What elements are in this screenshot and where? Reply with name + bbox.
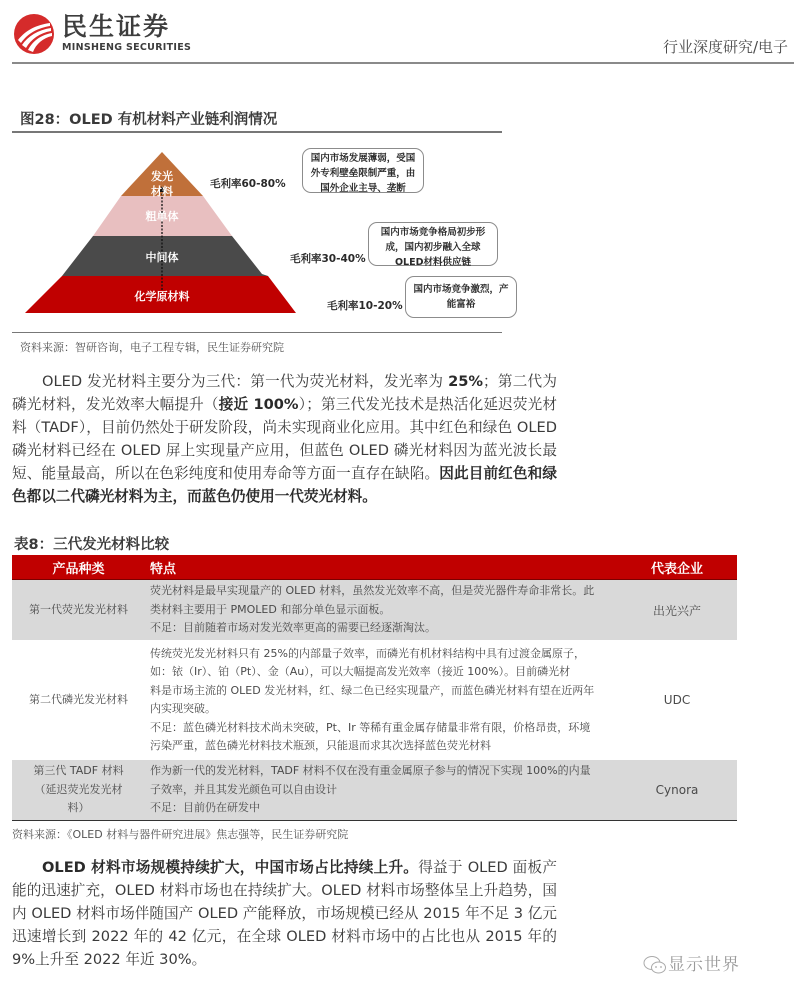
figure-bottom-rule	[12, 332, 502, 333]
callout-box-bottom: 国内市场竞争激烈，产 能富裕	[405, 276, 517, 318]
cell-company: 出光兴产	[617, 580, 737, 641]
cell-features: 荧光材料是最早实现量产的 OLED 材料，虽然发光效率不高，但是荧光器件寿命非常长。此 类材料主要用于 PMOLED 和部分单色显示面板。 不足：目前随着市场对发光效率更高的需要已经逐渐淘汰。	[145, 580, 617, 641]
brand-name-cn: 民生证券	[62, 12, 171, 41]
table-header-row	[12, 555, 737, 580]
paragraph-emitter-generations: OLED 发光材料主要分为三代：第一代为荧光材料，发光率为 25%；第二代为磷光材料，发光效率大幅提升（接近 100%）；第三代发光技术是热活化延迟荧光材料（TADF），目前仍然处于研发阶段，尚未实现商业化应用。其中红色和绿色 OLED 磷光材料已经在 OLED 屏上实现量产应用，但蓝色 OLED 磷光材料因为蓝光波长最短、能量最高，所以在色彩纯度和使用寿命等方面一直存在缺陷。因此目前红色和绿色都以二代磷光材料为主，而蓝色仍使用一代荧光材料。	[12, 373, 557, 505]
cell-company: Cynora	[617, 760, 737, 821]
cell-features: 作为新一代的发光材料，TADF 材料不仅在没有重金属原子参与的情况下实现 100%的内量 子效率，并且其发光颜色可以自由设计 不足：目前仍在研发中	[145, 760, 617, 821]
table-title: 表8：三代发光材料比较	[14, 537, 170, 553]
table-row	[12, 640, 737, 760]
header-kind: 产品种类	[12, 555, 145, 580]
table-row	[12, 580, 737, 641]
profit-pyramid-diagram	[0, 140, 520, 330]
header-features: 特点	[145, 555, 617, 580]
paragraph-market-size: OLED 材料市场规模持续扩大，中国市场占比持续上升。得益于 OLED 面板产能的迅速扩充，OLED 材料市场也在持续扩大。OLED 材料市场整体呈上升趋势，国内 OLED 材料市场伴随国产 OLED 产能释放，市场规模已经从 2015 年不足 3 亿元迅速增长到 2022 年的 42 亿元，在全球 OLED 材料市场中的占比也从 2015 年的 9%上升至 2022 年近 30%。	[12, 859, 558, 968]
margin-label-middle: 毛利率30-40%	[290, 253, 366, 265]
wechat-icon	[643, 955, 667, 975]
table-row	[12, 760, 737, 821]
layer-label-raw-chemical: 化学原材料	[134, 290, 190, 303]
callout-box-middle: 国内市场竞争格局初步形 成，国内初步融入全球 OLED材料供应链	[368, 222, 498, 266]
table-source: 资料来源：《OLED 材料与器件研究进展》焦志强等，民生证券研究院	[12, 828, 349, 841]
figure-source: 资料来源：智研咨询，电子工程专辑，民生证券研究院	[20, 341, 284, 354]
brand-name-en: MINSHENG SECURITIES	[62, 42, 192, 53]
layer-label-crude-monomer: 粗单体	[145, 210, 179, 223]
report-section: 行业深度研究/电子	[662, 38, 788, 56]
layer-label-emitting-1: 发光	[151, 170, 173, 183]
figure-title: 图28：OLED 有机材料产业链利润情况	[20, 112, 278, 128]
cell-features: 传统荧光发光材料只有 25%的内部量子效率，而磷光有机材料结构中具有过渡金属原子， 如：铱（Ir）、铂（Pt）、金（Au），可以大幅提高发光效率（接近 100%）。目前磷光材 料是市场主流的 OLED 发光材料，红、绿二色已经实现量产，而蓝色磷光材料有望在近两年 内实现突破。 不足：蓝色磷光材料技术尚未突破，Pt、Ir 等稀有重金属存储量非常有限，价格昂贵，环境 污染严重，蓝色磷光材料技术瓶颈，只能退而求其次选择蓝色荧光材料	[145, 640, 617, 760]
header-company: 代表企业	[617, 555, 737, 580]
cell-kind: 第一代荧光发光材料	[12, 580, 145, 641]
cell-kind: 第三代 TADF 材料 （延迟荧光发光材 料）	[12, 760, 145, 821]
cell-kind: 第二代磷光发光材料	[12, 640, 145, 760]
cell-company: UDC	[617, 640, 737, 760]
margin-label-bottom: 毛利率10-20%	[327, 300, 403, 312]
margin-label-top: 毛利率60-80%	[210, 178, 286, 190]
callout-box-top: 国内市场发展薄弱，受国 外专利壁垒限制严重，由 国外企业主导、垄断	[302, 148, 424, 193]
emitter-comparison-table	[12, 555, 737, 821]
brand-logo-icon	[14, 14, 54, 54]
watermark-text: 显示世界	[668, 955, 740, 975]
layer-label-emitting-2: 材料	[151, 185, 173, 198]
header-divider	[12, 62, 794, 64]
layer-label-intermediate: 中间体	[145, 251, 179, 264]
figure-top-rule	[12, 131, 502, 133]
